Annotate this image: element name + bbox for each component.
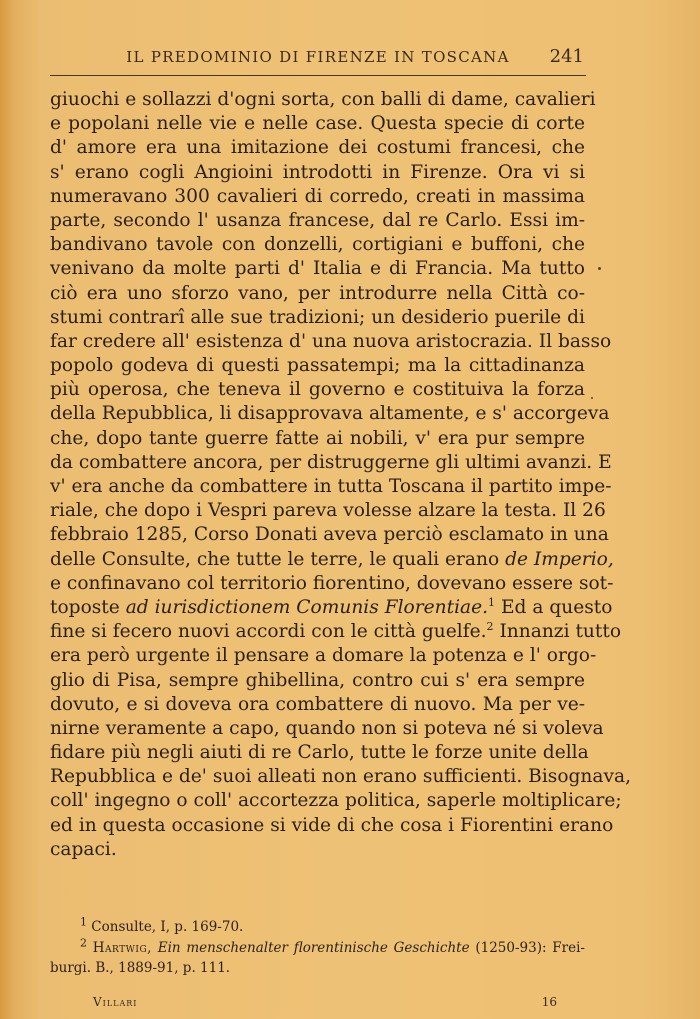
signature-name: Villari [93,995,138,1009]
paper-speck [591,397,593,399]
text-line: dovuto, e si doveva ora combattere di nuovo. Ma per ve- [50,693,585,715]
signature-number: 16 [541,995,557,1009]
text-line: da combattere ancora, per distruggerne gli ultimi avanzi. E [50,451,612,473]
text-line: glio di Pisa, sempre ghibellina, contro cui s' era sempre [50,669,585,691]
text-line: bandivano tavole con donzelli, cortigiani e buffoni, che [50,234,585,256]
text-line: riale, che dopo i Vespri pareva volesse alzare la testa. Il 26 [50,500,606,522]
footnotes [50,917,585,979]
text-line: della Repubblica, li disapprovava altamente, e s' accorgeva [50,403,610,425]
text-line: giuochi e sollazzi d'ogni sorta, con balli di dame, cavalieri [50,89,596,110]
italic-phrase: ad iurisdictionem Comunis Florentiae. [125,596,489,618]
page-number: 241 [549,46,584,67]
text-line: fidare più negli aiuti di re Carlo, tutte le forze unite della [50,742,589,764]
text-line: s' erano cogli Angioini introdotti in Firenze. Ora vi si [50,161,585,183]
text-line: venivano da molte parti d' Italia e di Francia. Ma tutto [50,258,585,280]
text-line: era però urgente il pensare a domare la potenza e l' orgo- [50,645,597,667]
text-line: parte, secondo l' usanza francese, dal re Carlo. Essi im- [50,209,585,231]
text-line: ciò era uno sforzo vano, per introdurre nella Città co- [50,282,585,304]
text-line: delle Consulte, che tutte le terre, le quali erano de Imperio, [50,548,614,570]
footnote-1 [50,917,585,938]
text-line: numeravano 300 cavalieri di corredo, creati in massima [50,185,585,207]
text-line: più operosa, che teneva il governo e costituiva la forza [50,379,585,401]
text-line: stumi contrarî alle sue tradizioni; un desiderio puerile di [50,306,585,328]
text-line: far credere all' esistenza d' una nuova aristocrazia. Il basso [50,330,612,352]
footnote-ref-2[interactable]: 2 [486,619,494,633]
text-line: popolo godeva di questi passatempi; ma la cittadinanza [50,355,585,377]
footnote-2-author: Hartwig, [92,939,152,956]
footnote-2-title: Ein menschenalter florentinische Geschichte [157,939,470,956]
footnote-mark-2: 2 [80,936,87,949]
italic-phrase: de Imperio, [505,548,614,570]
footnote-mark-1: 1 [80,915,87,929]
text-line: fine si fecero nuovi accordi con le città guelfe.$^2$ Innanzi tutto [50,619,622,643]
running-title: IL PREDOMINIO DI FIRENZE IN TOSCANA [126,48,510,66]
text-line: capaci. [50,838,117,860]
footnote-2-rest: (1250-93): Frei- [475,939,585,956]
header-rule [50,75,586,76]
text-line: e confinavano col territorio fiorentino, dovevano essere sot- [50,572,614,594]
text-line: coll' ingegno o coll' accortezza politica, saperle moltiplicare; [50,790,622,812]
footnote-1-text: Consulte, I, p. 169-70. [91,919,244,935]
text-line: v' era anche da combattere in tutta Toscana il partito impe- [50,476,612,497]
footnote-2-continued: burgi. B., 1889-91, p. 111. [50,960,231,976]
text-line: che, dopo tante guerre fatte ai nobili, v' era pur sempre [50,427,585,449]
text-line: toposte ad iurisdictionem Comunis Florentiae.$^1$ Ed a questo [50,595,613,618]
text-line: Repubblica e de' suoi alleati non erano sufficienti. Bisognava, [50,766,631,788]
footnote-ref-1[interactable]: 1 [488,595,496,609]
text-line: ed in questa occasione si vide di che cosa i Fiorentini erano [50,814,614,836]
text-line: nirne veramente a capo, quando non si poteva né si voleva [50,717,604,739]
paper-speck [598,267,601,270]
body-text [50,88,631,862]
footnote-2 [50,938,585,959]
text-line: e popolani nelle vie e nelle case. Questa specie di corte [50,113,585,135]
text-line: febbraio 1285, Corso Donati aveva perciò esclamato in una [50,524,609,546]
text-line: d' amore era una imitazione dei costumi francesi, che [50,137,585,159]
